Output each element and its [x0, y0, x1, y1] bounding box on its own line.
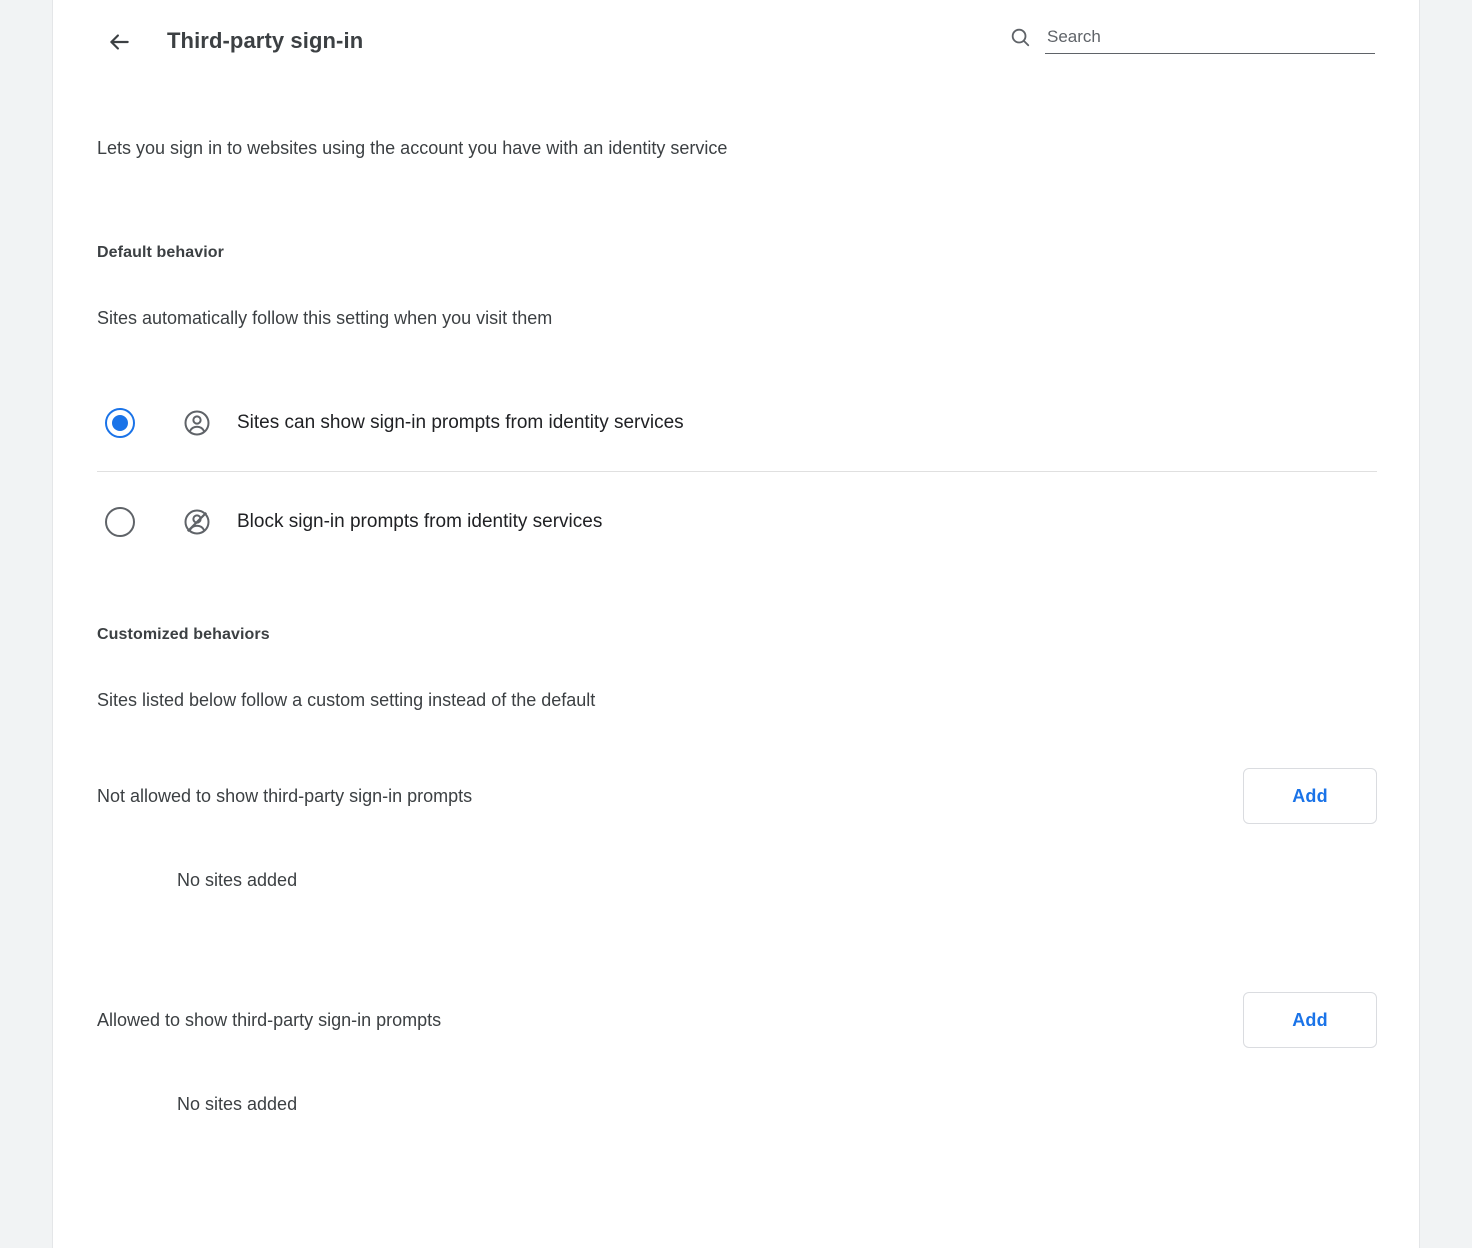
- search-icon: [1007, 24, 1033, 54]
- radio-label-allow-prompts: Sites can show sign-in prompts from identity services: [237, 411, 684, 433]
- radio-option-block-prompts[interactable]: [97, 473, 1377, 571]
- page-title: Third-party sign-in: [167, 28, 364, 53]
- default-behavior-subtitle: Sites automatically follow this setting when you visit them: [97, 308, 553, 328]
- account-circle-icon: [181, 407, 213, 439]
- page-gutter-right: [1420, 0, 1472, 1248]
- account-circle-blocked-icon: [181, 506, 213, 538]
- radio-option-allow-prompts[interactable]: [97, 374, 1377, 472]
- default-behavior-title: Default behavior: [97, 244, 224, 261]
- radio-dot: [112, 415, 128, 431]
- arrow-left-icon: [106, 29, 132, 60]
- not-allowed-empty-text: No sites added: [177, 870, 298, 890]
- add-allowed-site-button[interactable]: Add: [1243, 992, 1377, 1048]
- radio-button-block-prompts[interactable]: [105, 507, 135, 537]
- not-allowed-list-label: Not allowed to show third-party sign-in prompts: [97, 785, 473, 806]
- not-allowed-list-header: [97, 768, 1377, 824]
- search-input[interactable]: [1045, 25, 1375, 54]
- radio-button-allow-prompts[interactable]: [105, 408, 135, 438]
- allowed-empty-text: No sites added: [177, 1094, 298, 1114]
- page-header: [53, 0, 1419, 88]
- radio-label-block-prompts: Block sign-in prompts from identity services: [237, 511, 603, 532]
- back-button[interactable]: [97, 22, 141, 66]
- customized-behaviors-subtitle: Sites listed below follow a custom setting instead of the default: [97, 690, 596, 710]
- customized-behaviors-title: Customized behaviors: [97, 626, 270, 643]
- allowed-list-label: Allowed to show third-party sign-in prompts: [97, 1009, 442, 1030]
- intro-text: Lets you sign in to websites using the account you have with an identity service: [97, 138, 728, 158]
- page-gutter-left: [0, 0, 52, 1248]
- allowed-list-header: [97, 992, 1377, 1048]
- search-container: [1007, 24, 1375, 54]
- settings-card: [52, 0, 1420, 1248]
- add-not-allowed-site-button[interactable]: Add: [1243, 768, 1377, 824]
